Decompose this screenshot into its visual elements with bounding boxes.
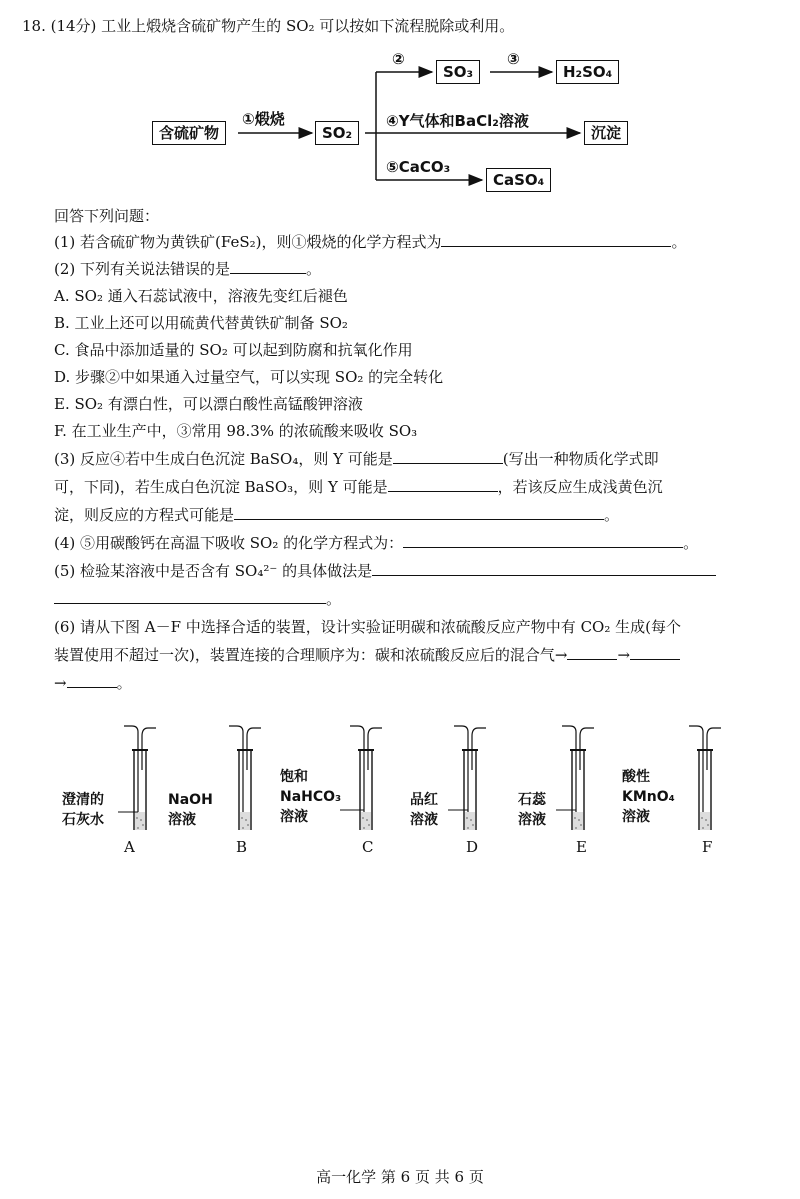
q5-end: 。	[326, 590, 342, 608]
tube-c	[350, 726, 382, 830]
q4-answer-blank[interactable]	[403, 533, 683, 548]
device-b-letter: B	[236, 838, 248, 856]
label-step3: ③	[507, 50, 520, 68]
device-f-label	[622, 767, 675, 827]
tube-d	[454, 726, 486, 830]
tube-f	[689, 726, 721, 830]
flow-arrows	[0, 0, 800, 210]
q3-text-a: (3) 反应④若中生成白色沉淀 BaSO₄，则 Y 可能是	[54, 450, 393, 468]
device-d-label-2: 溶液	[410, 812, 438, 828]
intro-text: 回答下列问题：	[54, 207, 160, 225]
device-e-label-2: 溶液	[518, 812, 546, 828]
question-header: 18. (14分) 工业上煅烧含硫矿物产生的 SO₂ 可以按如下流程脱除或利用。	[22, 17, 515, 35]
device-d-label	[410, 790, 438, 830]
q3-answer-blank-3[interactable]	[234, 505, 604, 520]
box-h2so4: H₂SO₄	[556, 60, 619, 84]
device-c-label-1: 饱和	[280, 769, 308, 785]
box-so3: SO₃	[436, 60, 480, 84]
page-footer: 高一化学 第 6 页 共 6 页	[316, 1168, 484, 1186]
q5-answer-blank-2[interactable]	[54, 589, 326, 604]
q3-line2	[54, 477, 663, 497]
device-a-label-1: 澄清的	[62, 792, 104, 808]
q6-answer-blank-2[interactable]	[630, 645, 680, 660]
q3-answer-blank-2[interactable]	[388, 477, 498, 492]
option-d: D. 步骤②中如果通入过量空气，可以实现 SO₂ 的完全转化	[54, 368, 444, 386]
label-step5: ⑤CaCO₃	[386, 158, 451, 176]
q3-line3	[54, 505, 619, 525]
device-d-letter: D	[466, 838, 479, 856]
device-c-letter: C	[362, 838, 374, 856]
device-f-label-3: 溶液	[622, 809, 650, 825]
q3-text-b: (写出一种物质化学式即	[502, 450, 659, 468]
q6-line3	[54, 673, 132, 693]
device-b-label-1: NaOH	[168, 792, 213, 808]
q6-end: 。	[116, 674, 132, 692]
device-e-label-1: 石蕊	[518, 792, 546, 808]
q3-text-e: 淀，则反应的方程式可能是	[54, 506, 235, 524]
device-c-label-3: 溶液	[280, 809, 308, 825]
device-c-label	[280, 767, 341, 827]
q4-end: 。	[683, 534, 699, 552]
q2-end: 。	[306, 260, 322, 278]
device-c-label-2: NaHCO₃	[280, 789, 342, 805]
device-f-label-2: KMnO₄	[622, 789, 675, 805]
device-e-letter: E	[576, 838, 587, 856]
device-a-letter: A	[124, 838, 135, 856]
q3-text-c: 可，下同)，若生成白色沉淀 BaSO₃，则 Y 可能是	[54, 478, 388, 496]
q5-line	[54, 561, 716, 581]
q1-end: 。	[671, 233, 687, 251]
label-step4: ④Y气体和BaCl₂溶液	[386, 112, 529, 130]
box-sulfur-ore: 含硫矿物	[152, 121, 226, 145]
q2-line	[54, 259, 321, 279]
device-b-label-2: 溶液	[168, 812, 196, 828]
q1-line	[54, 232, 687, 252]
q6-arrow-2: →	[54, 674, 67, 692]
q1-text: (1) 若含硫矿物为黄铁矿(FeS₂)，则①煅烧的化学方程式为	[54, 233, 442, 251]
q5-answer-blank-1[interactable]	[372, 561, 716, 576]
option-c: C. 食品中添加适量的 SO₂ 可以起到防腐和抗氧化作用	[54, 341, 413, 359]
device-e-label	[518, 790, 546, 830]
box-precipitate: 沉淀	[584, 121, 628, 145]
label-step1: ①煅烧	[242, 110, 285, 128]
tube-a	[124, 726, 156, 830]
q6-line2	[54, 645, 680, 665]
q2-answer-blank[interactable]	[230, 259, 306, 274]
box-caso4: CaSO₄	[486, 168, 551, 192]
box-so2: SO₂	[315, 121, 359, 145]
q3-answer-blank-1[interactable]	[393, 449, 503, 464]
q3-line1	[54, 449, 659, 469]
q6-answer-blank-1[interactable]	[567, 645, 617, 660]
q3-end: 。	[604, 506, 620, 524]
device-f-letter: F	[702, 838, 713, 856]
tube-e	[562, 726, 594, 830]
q6-text-b: 装置使用不超过一次)，装置连接的合理顺序为：碳和浓硫酸反应后的混合气→	[54, 646, 568, 664]
q4-line	[54, 533, 698, 553]
label-step2: ②	[392, 50, 405, 68]
q3-text-d: ，若该反应生成浅黄色沉	[497, 478, 663, 496]
q5-line2	[54, 589, 341, 609]
q4-text: (4) ⑤用碳酸钙在高温下吸收 SO₂ 的化学方程式为：	[54, 534, 404, 552]
tube-b	[229, 726, 261, 830]
q6-arrow: →	[617, 646, 631, 664]
option-e: E. SO₂ 有漂白性，可以漂白酸性高锰酸钾溶液	[54, 395, 363, 413]
device-d-label-1: 品红	[410, 792, 438, 808]
q2-text: (2) 下列有关说法错误的是	[54, 260, 231, 278]
q6-answer-blank-3[interactable]	[67, 673, 117, 688]
device-f-label-1: 酸性	[622, 769, 650, 785]
device-b-label	[168, 790, 213, 830]
option-f: F. 在工业生产中，③常用 98.3% 的浓硫酸来吸收 SO₃	[54, 422, 418, 440]
apparatus-svg	[0, 710, 800, 830]
device-a-label-2: 石灰水	[62, 812, 104, 828]
device-a-label	[62, 790, 104, 830]
q6-line1: (6) 请从下图 A－F 中选择合适的装置，设计实验证明碳和浓硫酸反应产物中有 CO₂ 生成(每个	[54, 618, 681, 636]
option-b: B. 工业上还可以用硫黄代替黄铁矿制备 SO₂	[54, 314, 348, 332]
option-a: A. SO₂ 通入石蕊试液中，溶液先变红后褪色	[54, 287, 348, 305]
q5-text: (5) 检验某溶液中是否含有 SO₄²⁻ 的具体做法是	[54, 562, 373, 580]
q1-answer-blank[interactable]	[441, 232, 671, 247]
